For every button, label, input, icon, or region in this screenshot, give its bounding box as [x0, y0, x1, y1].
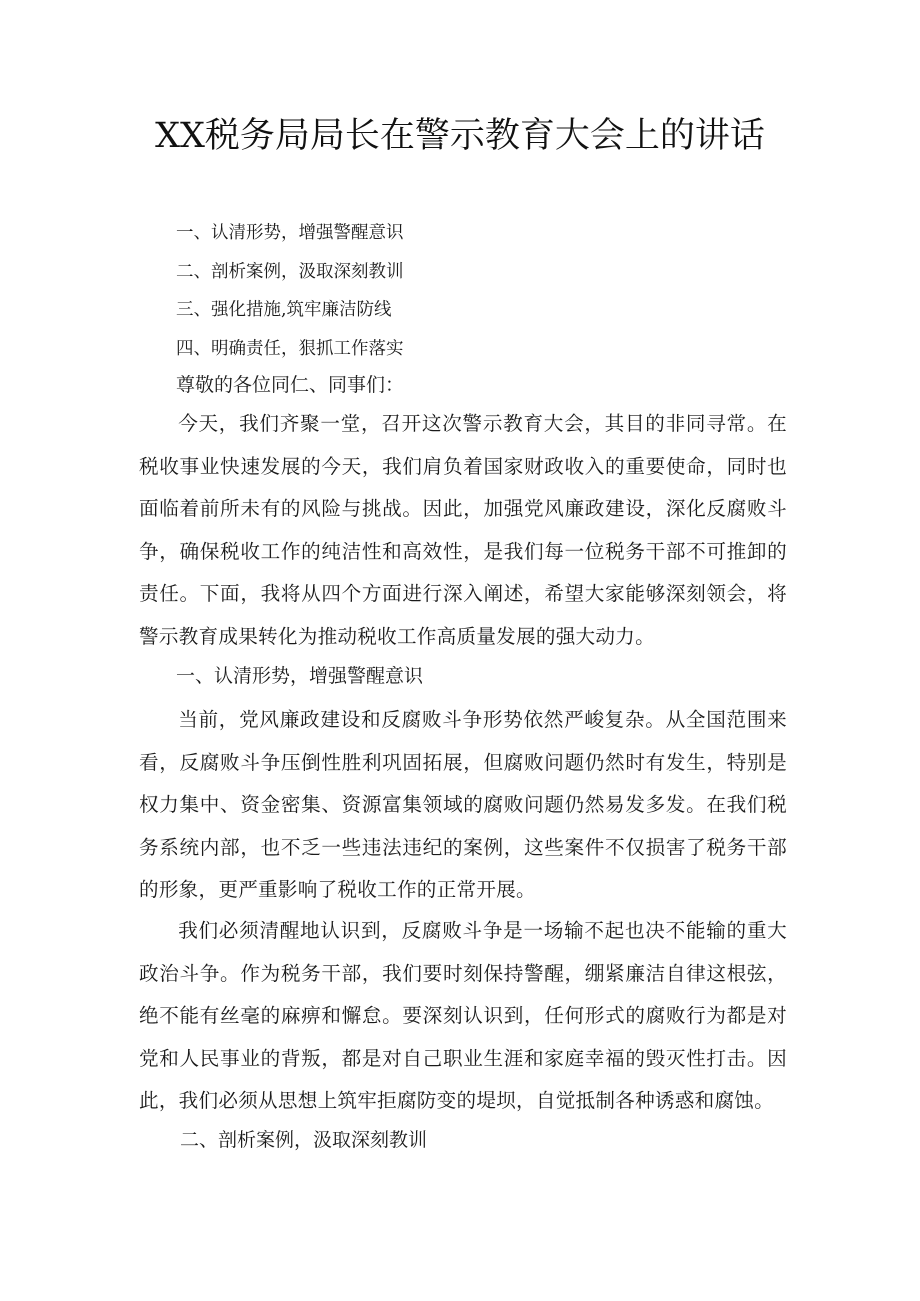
section-heading-2: 二、剖析案例，汲取深刻教训	[180, 1129, 428, 1151]
section1-paragraph-2: 我们必须清醒地认识到，反腐败斗争是一场输不起也决不能输的重大政治斗争。作为税务干部，我们要时刻保持警醒，绷紧廉洁自律这根弦，绝不能有丝毫的麻痹和懈怠。要深刻认识到，任何形式的腐败行为都是对党和人民事业的背叛，都是对自己职业生涯和家庭幸福的毁灭性打击。因此，我们必须从思想上筑牢拒腐防变的堤坝，自觉抵制各种诱惑和腐蚀。	[139, 919, 787, 1113]
intro-paragraph: 今天，我们齐聚一堂，召开这次警示教育大会，其目的非同寻常。在税收事业快速发展的今天，我们肩负着国家财政收入的重要使命，同时也面临着前所未有的风险与挑战。因此，加强党风廉政建设，深化反腐败斗争，确保税收工作的纯洁性和高效性，是我们每一位税务干部不可推卸的责任。下面，我将从四个方面进行深入阐述，希望大家能够深刻领会，将警示教育成果转化为推动税收工作高质量发展的强大动力。	[139, 412, 787, 648]
document-title: XX税务局局长在警示教育大会上的讲话	[155, 116, 765, 156]
toc-item: 三、强化措施,筑牢廉洁防线	[176, 300, 392, 320]
toc-item: 二、剖析案例，汲取深刻教训	[176, 261, 404, 282]
toc-item: 四、明确责任，狠抓工作落实	[176, 338, 404, 359]
toc-item: 一、认清形势，增强警醒意识	[176, 223, 404, 243]
salutation: 尊敬的各位同仁、同事们：	[176, 374, 405, 396]
table-of-contents	[176, 214, 404, 368]
section1-paragraph-1: 当前，党风廉政建设和反腐败斗争形势依然严峻复杂。从全国范围来看，反腐败斗争压倒性胜利巩固拓展，但腐败问题仍然时有发生，特别是权力集中、资金密集、资源富集领域的腐败问题仍然易发多发。在我们税务系统内部，也不乏一些违法违纪的案例，这些案件不仅损害了税务干部的形象，更严重影响了税收工作的正常开展。	[139, 708, 787, 902]
section-heading-1: 一、认清形势，增强警醒意识	[176, 665, 424, 687]
